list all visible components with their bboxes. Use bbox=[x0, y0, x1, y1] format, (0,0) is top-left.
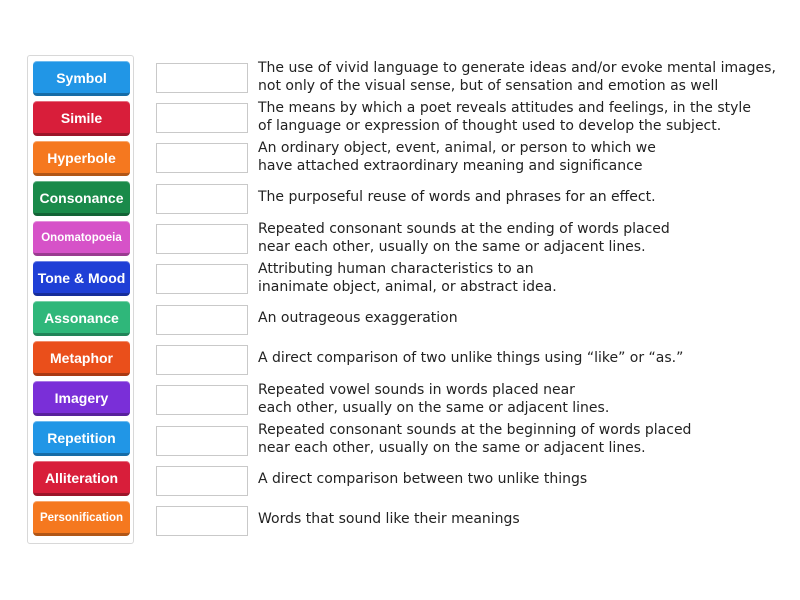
tile-hyperbole[interactable]: Hyperbole bbox=[33, 141, 130, 176]
tile-repetition[interactable]: Repetition bbox=[33, 421, 130, 456]
drop-box-8[interactable] bbox=[156, 345, 248, 375]
definition-line: The use of vivid language to generate ideas and/or evoke mental images, bbox=[258, 60, 776, 76]
definition-12 bbox=[258, 510, 788, 528]
definition-line: Words that sound like their meanings bbox=[258, 511, 520, 527]
definition-1 bbox=[258, 59, 788, 95]
definition-line: An ordinary object, event, animal, or person to which we bbox=[258, 140, 656, 156]
tile-onomatopoeia[interactable]: Onomatopoeia bbox=[33, 221, 130, 256]
definition-line: near each other, usually on the same or adjacent lines. bbox=[258, 239, 646, 255]
definition-line: have attached extraordinary meaning and significance bbox=[258, 158, 643, 174]
definition-line: each other, usually on the same or adjacent lines. bbox=[258, 400, 610, 416]
drop-box-3[interactable] bbox=[156, 143, 248, 173]
definition-line: An outrageous exaggeration bbox=[258, 310, 458, 326]
definition-line: Repeated consonant sounds at the ending of words placed bbox=[258, 221, 670, 237]
definition-3 bbox=[258, 139, 788, 175]
tile-simile[interactable]: Simile bbox=[33, 101, 130, 136]
tile-consonance[interactable]: Consonance bbox=[33, 181, 130, 216]
definition-line: Attributing human characteristics to an bbox=[258, 261, 534, 277]
drop-box-11[interactable] bbox=[156, 466, 248, 496]
definition-line: not only of the visual sense, but of sensation and emotion as well bbox=[258, 78, 719, 94]
drop-box-9[interactable] bbox=[156, 385, 248, 415]
drop-box-6[interactable] bbox=[156, 264, 248, 294]
drop-box-12[interactable] bbox=[156, 506, 248, 536]
tile-metaphor[interactable]: Metaphor bbox=[33, 341, 130, 376]
definition-line: Repeated vowel sounds in words placed near bbox=[258, 382, 575, 398]
definition-line: Repeated consonant sounds at the beginning of words placed bbox=[258, 422, 692, 438]
definition-9 bbox=[258, 381, 788, 417]
definition-line: A direct comparison of two unlike things using “like” or “as.” bbox=[258, 350, 684, 366]
definition-7 bbox=[258, 309, 788, 327]
definition-line: The means by which a poet reveals attitudes and feelings, in the style bbox=[258, 100, 751, 116]
drop-box-5[interactable] bbox=[156, 224, 248, 254]
tile-imagery[interactable]: Imagery bbox=[33, 381, 130, 416]
tile-assonance[interactable]: Assonance bbox=[33, 301, 130, 336]
definition-line: near each other, usually on the same or adjacent lines. bbox=[258, 440, 646, 456]
definition-10 bbox=[258, 421, 788, 457]
tile-alliteration[interactable]: Alliteration bbox=[33, 461, 130, 496]
definition-4 bbox=[258, 188, 788, 206]
definition-line: The purposeful reuse of words and phrases for an effect. bbox=[258, 189, 656, 205]
definition-8 bbox=[258, 349, 788, 367]
definition-5 bbox=[258, 220, 788, 256]
drop-box-10[interactable] bbox=[156, 426, 248, 456]
definition-line: A direct comparison between two unlike things bbox=[258, 471, 588, 487]
tile-symbol[interactable]: Symbol bbox=[33, 61, 130, 96]
drop-box-7[interactable] bbox=[156, 305, 248, 335]
definition-11 bbox=[258, 470, 788, 488]
definition-2 bbox=[258, 99, 788, 135]
drop-box-1[interactable] bbox=[156, 63, 248, 93]
tile-personification[interactable]: Personification bbox=[33, 501, 130, 536]
definition-6 bbox=[258, 260, 788, 296]
tile-tone-mood[interactable]: Tone & Mood bbox=[33, 261, 130, 296]
drop-box-4[interactable] bbox=[156, 184, 248, 214]
tiles-panel bbox=[27, 55, 134, 544]
definition-line: of language or expression of thought used to develop the subject. bbox=[258, 118, 722, 134]
definition-line: inanimate object, animal, or abstract idea. bbox=[258, 279, 557, 295]
drop-box-2[interactable] bbox=[156, 103, 248, 133]
